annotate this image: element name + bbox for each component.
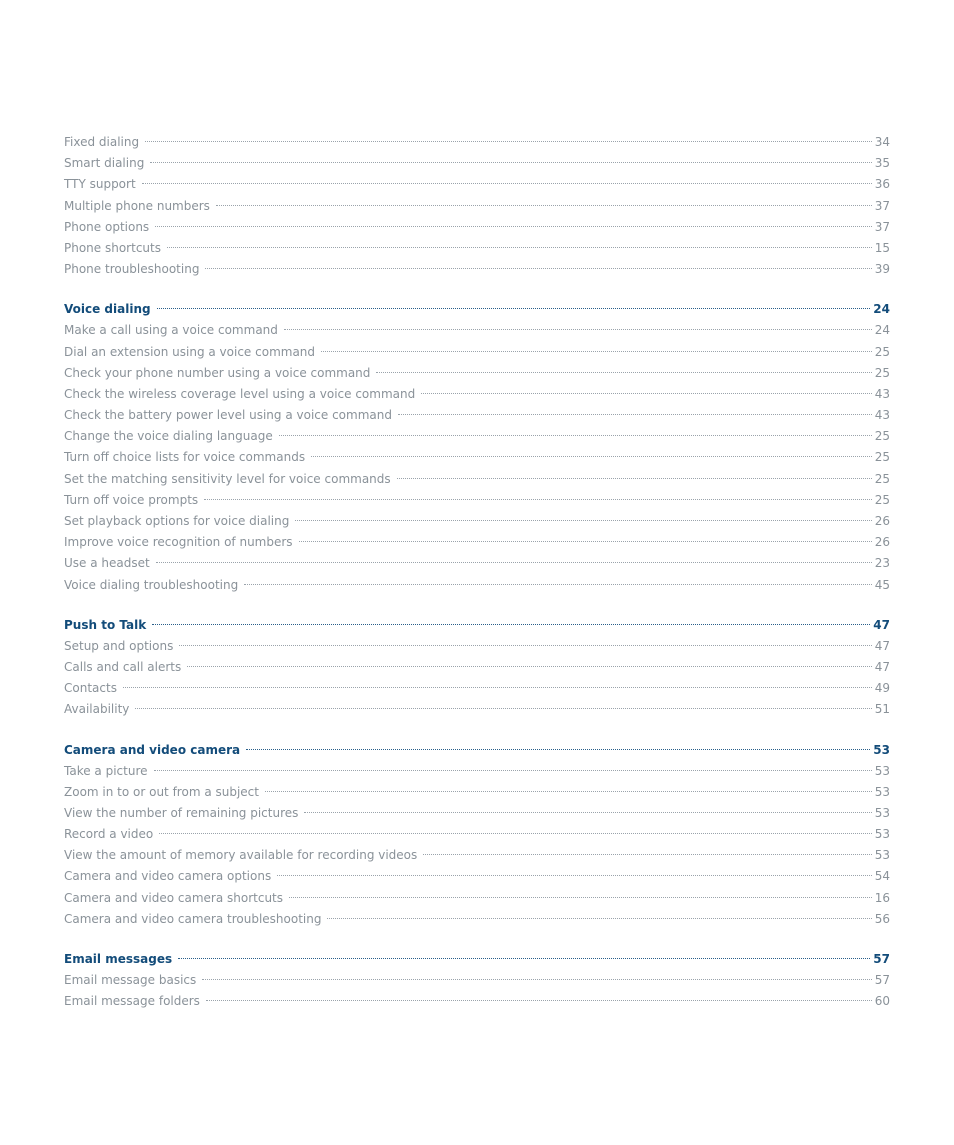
toc-entry-label: Set the matching sensitivity level for voice commands [64,471,391,486]
dot-leader [142,183,872,184]
toc-entry[interactable] [64,447,890,468]
toc-entry-page-number: 49 [874,681,890,696]
toc-entry-label: Make a call using a voice command [64,323,278,338]
toc-entry-page-number: 53 [874,784,890,799]
toc-entry-label: Dial an extension using a voice command [64,344,316,359]
dot-leader [155,226,872,227]
dot-leader [321,351,872,352]
toc-entry-label: Phone options [64,219,150,234]
toc-entry-page-number: 35 [874,156,890,171]
toc-entry-label: Email message folders [64,994,200,1009]
dot-leader [216,205,872,206]
toc-entry[interactable] [64,511,890,532]
dot-leader [423,854,871,855]
toc-entry-page-number: 57 [874,973,890,987]
toc-entry[interactable] [64,426,890,447]
table-of-contents [64,132,890,1030]
dot-leader [154,770,872,771]
toc-entry-label: Availability [64,702,130,717]
toc-entry[interactable] [64,678,890,699]
toc-entry[interactable] [64,490,890,511]
toc-heading-page-number: 53 [873,742,890,757]
toc-entry[interactable] [64,259,890,280]
dot-leader [187,666,871,667]
toc-entry-label: Use a headset [64,556,150,571]
toc-entry-page-number: 60 [874,994,890,1009]
toc-entry[interactable] [64,342,890,363]
toc-entry[interactable] [64,991,890,1012]
toc-entry[interactable] [64,657,890,678]
dot-leader [289,897,872,898]
dot-leader [376,372,871,373]
toc-entry-page-number: 56 [874,911,890,926]
toc-entry-page-number: 25 [874,429,890,444]
toc-entry-label: Smart dialing [64,156,145,171]
toc-entry-label: Improve voice recognition of numbers [64,535,293,550]
toc-entry-page-number: 43 [874,408,890,423]
toc-entry[interactable] [64,132,890,153]
toc-entry[interactable] [64,782,890,803]
dot-leader [167,247,872,248]
toc-entry-label: Camera and video camera shortcuts [64,890,284,905]
dot-leader [279,435,872,436]
toc-section [64,614,890,721]
toc-heading-page-number: 47 [873,617,890,632]
toc-entry[interactable] [64,970,890,991]
toc-entry-page-number: 53 [874,848,890,863]
toc-entry-label: Check your phone number using a voice command [64,365,371,380]
toc-entry[interactable] [64,803,890,824]
toc-entry[interactable] [64,824,890,845]
toc-entry-label: Check the battery power level using a voice command [64,408,392,423]
toc-entry-page-number: 15 [874,240,890,255]
toc-entry[interactable] [64,217,890,238]
toc-entry-label: Fixed dialing [64,135,140,149]
toc-entry-page-number: 25 [874,450,890,465]
toc-entry-page-number: 26 [874,514,890,528]
dot-leader [178,958,870,959]
toc-entry-page-number: 53 [874,805,890,820]
toc-entry[interactable] [64,196,890,217]
toc-entry-label: Turn off voice prompts [64,492,199,507]
toc-entry-label: Contacts [64,681,117,696]
toc-entry-page-number: 39 [874,262,890,277]
dot-leader [397,478,872,479]
toc-entry-label: Take a picture [64,763,148,778]
toc-entry-label: Camera and video camera troubleshooting [64,911,322,926]
toc-entry-page-number: 54 [874,869,890,884]
toc-entry-page-number: 25 [874,365,890,380]
toc-section [64,132,890,280]
toc-entry-label: Camera and video camera options [64,869,272,884]
toc-heading[interactable] [64,614,890,636]
toc-entry-page-number: 34 [874,135,890,149]
toc-entry-label: Record a video [64,827,154,842]
toc-entry-label: TTY support [64,177,136,192]
toc-heading[interactable] [64,739,890,761]
toc-entry-page-number: 25 [874,344,890,359]
toc-entry[interactable] [64,636,890,657]
toc-entry-page-number: 25 [874,492,890,507]
toc-heading-label: Voice dialing [64,302,151,317]
toc-entry-label: Change the voice dialing language [64,429,273,444]
dot-leader [145,141,872,142]
dot-leader [179,645,871,646]
toc-entry-label: View the amount of memory available for recording videos [64,848,418,863]
toc-entry-label: Phone troubleshooting [64,262,200,277]
toc-heading-page-number: 57 [873,952,890,966]
toc-entry[interactable] [64,384,890,405]
toc-entry-page-number: 23 [874,556,890,571]
toc-entry[interactable] [64,363,890,384]
dot-leader [202,979,871,980]
toc-section [64,948,890,1012]
toc-entry-page-number: 37 [874,198,890,213]
toc-entry-page-number: 53 [874,763,890,778]
toc-entry-label: Phone shortcuts [64,240,161,255]
toc-entry-label: Turn off choice lists for voice commands [64,450,306,465]
toc-section [64,739,890,931]
toc-entry-page-number: 45 [874,577,890,592]
dot-leader [205,268,871,269]
dot-leader [421,393,872,394]
dot-leader [157,308,871,309]
dot-leader [150,162,871,163]
toc-section [64,298,890,595]
dot-leader [277,875,872,876]
toc-entry[interactable] [64,405,890,426]
toc-heading[interactable] [64,948,890,970]
toc-entry[interactable] [64,866,890,887]
dot-leader [244,584,872,585]
toc-entry-page-number: 26 [874,535,890,550]
toc-heading[interactable] [64,298,890,320]
toc-entry-page-number: 47 [874,659,890,674]
toc-entry[interactable] [64,909,890,930]
toc-entry[interactable] [64,238,890,259]
dot-leader [299,541,872,542]
toc-entry[interactable] [64,174,890,195]
toc-entry-page-number: 43 [874,386,890,401]
toc-entry-page-number: 47 [874,638,890,653]
dot-leader [284,329,872,330]
toc-heading-label: Camera and video camera [64,742,241,757]
toc-entry-label: Calls and call alerts [64,659,182,674]
toc-entry-label: Set playback options for voice dialing [64,514,290,528]
toc-entry-page-number: 53 [874,827,890,842]
dot-leader [123,687,872,688]
toc-entry[interactable] [64,553,890,574]
dot-leader [327,918,871,919]
toc-entry[interactable] [64,469,890,490]
dot-leader [152,624,870,625]
toc-entry[interactable] [64,575,890,596]
dot-leader [135,708,871,709]
toc-entry-page-number: 36 [874,177,890,192]
toc-entry[interactable] [64,699,890,720]
toc-entry[interactable] [64,845,890,866]
toc-entry-label: Check the wireless coverage level using a voice command [64,386,416,401]
toc-entry-page-number: 16 [874,890,890,905]
dot-leader [204,499,872,500]
dot-leader [304,812,871,813]
toc-entry-page-number: 25 [874,471,890,486]
toc-entry[interactable] [64,320,890,341]
dot-leader [295,520,871,521]
toc-entry-label: Zoom in to or out from a subject [64,784,259,799]
toc-entry-label: Setup and options [64,638,174,653]
toc-entry-label: Email message basics [64,973,197,987]
toc-entry[interactable] [64,761,890,782]
toc-heading-label: Push to Talk [64,617,147,632]
dot-leader [159,833,871,834]
toc-entry[interactable] [64,532,890,553]
dot-leader [398,414,872,415]
dot-leader [246,749,870,750]
toc-entry-label: View the number of remaining pictures [64,805,299,820]
toc-entry-page-number: 51 [874,702,890,717]
toc-entry[interactable] [64,153,890,174]
toc-heading-page-number: 24 [873,302,890,317]
dot-leader [311,456,872,457]
toc-entry[interactable] [64,888,890,909]
toc-entry-label: Voice dialing troubleshooting [64,577,239,592]
dot-leader [206,1000,872,1001]
toc-heading-label: Email messages [64,952,173,966]
toc-entry-page-number: 37 [874,219,890,234]
toc-entry-label: Multiple phone numbers [64,198,210,213]
toc-entry-page-number: 24 [874,323,890,338]
dot-leader [156,562,872,563]
dot-leader [265,791,872,792]
